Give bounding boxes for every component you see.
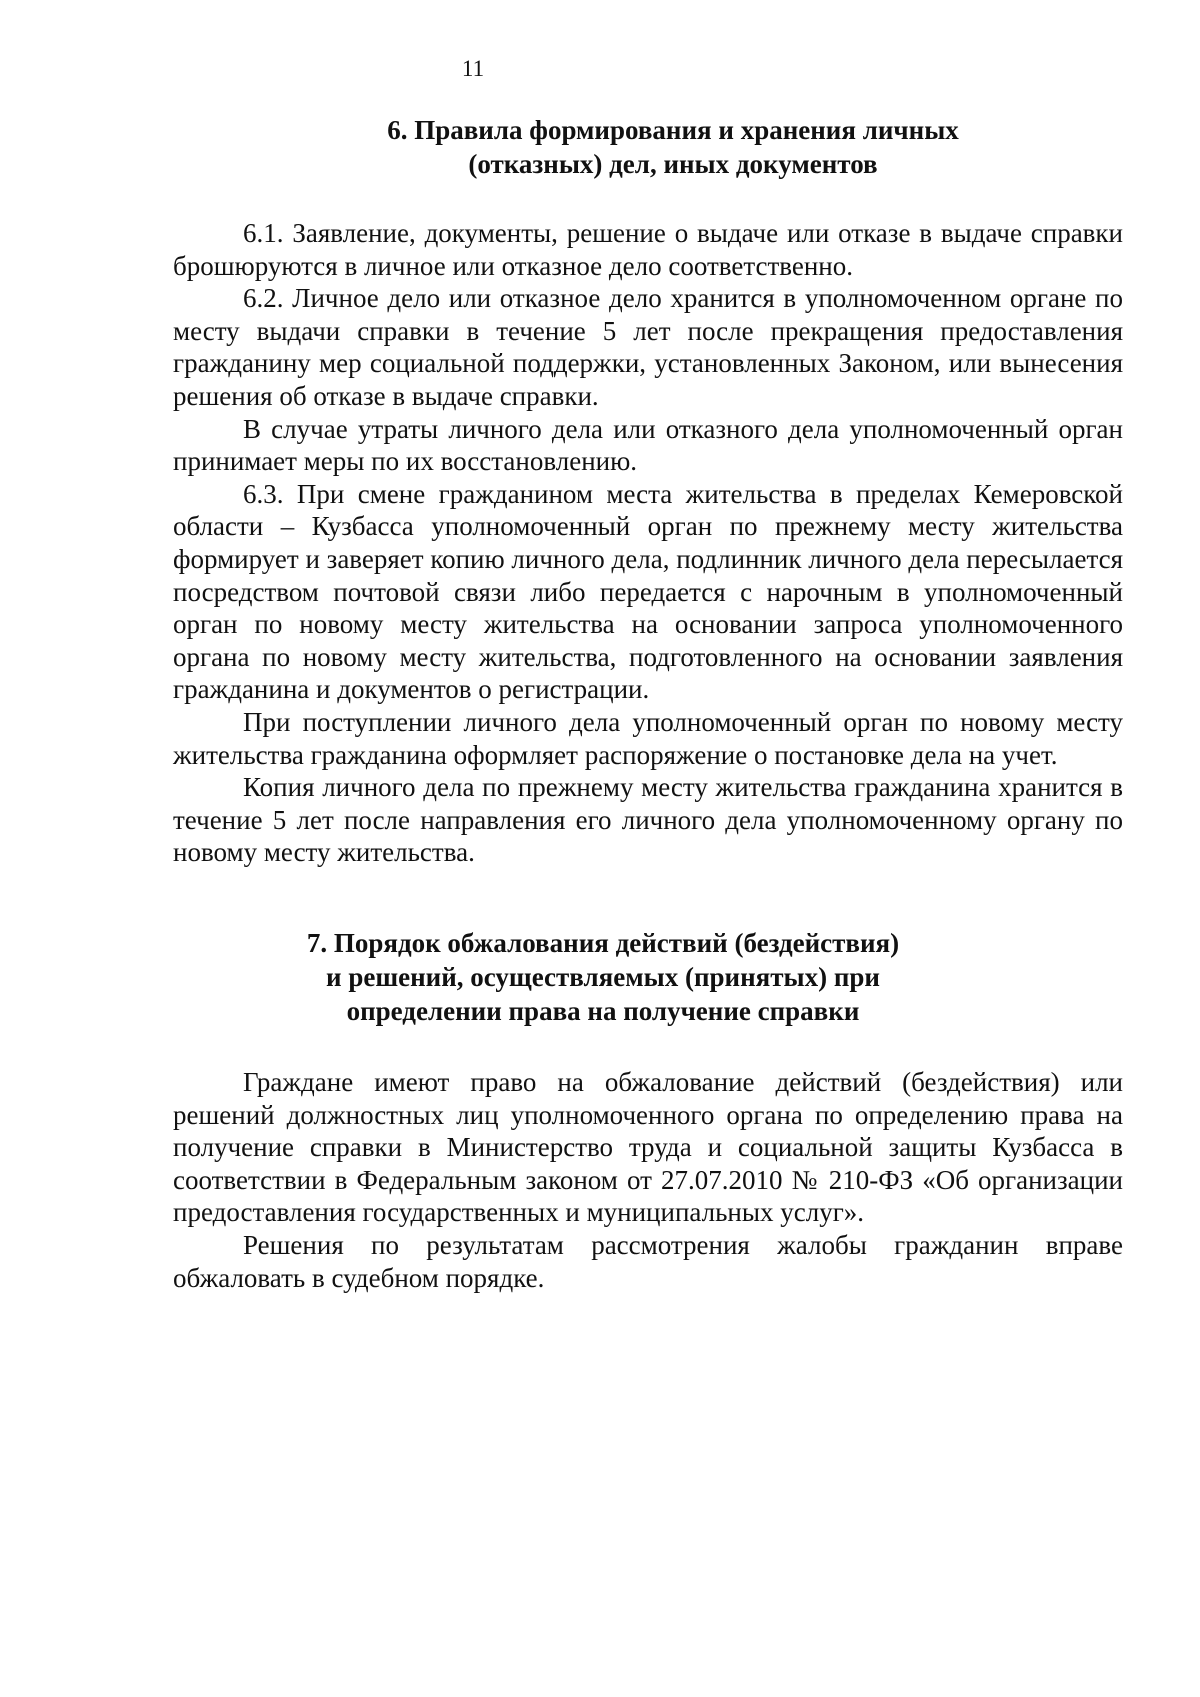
paragraph-7-appeal: Граждане имеют право на обжалование действий (бездействия) или решений должностных лиц уполномоченного органа по определению права на получение справки в Министерство труда и социальной защиты Кузбасса в соответствии в Федеральным законом от 27.07.2010 № 210-ФЗ «Об организации предоставления государственных и муниципальных услуг». [173, 1067, 1123, 1228]
paragraph-6-1: 6.1. Заявление, документы, решение о выдаче или отказе в выдаче справки брошюруются в личное или отказное дело соответственно. [173, 218, 1123, 281]
document-page [173, 0, 1123, 1697]
section-6 [173, 113, 1123, 869]
paragraph-7-court: Решения по результатам рассмотрения жалобы гражданин вправе обжаловать в судебном порядке. [173, 1229, 1123, 1293]
paragraph-6-3-copy: Копия личного дела по прежнему месту жительства гражданина хранится в течение 5 лет после направления его личного дела уполномоченному органу по новому месту жительства. [173, 772, 1123, 868]
paragraph-6-2: 6.2. Личное дело или отказное дело хранится в уполномоченном органе по месту выдачи справки в течение 5 лет после прекращения предоставления гражданину мер социальной поддержки, установленных Законом, или вынесения решения об отказе в выдаче справки. [173, 283, 1123, 411]
section-6-body [173, 217, 1123, 869]
section-6-heading-line-1: 6. Правила формирования и хранения личных [387, 115, 959, 145]
paragraph-6-2-loss: В случае утраты личного дела или отказного дела уполномоченный орган принимает меры по их восстановлению. [173, 413, 1123, 477]
paragraph-6-3: 6.3. При смене гражданином места жительства в пределах Кемеровской области – Кузбасса уполномоченный орган по прежнему месту жительства формирует и заверяет копию личного дела, подлинник личного дела пересылается посредством почтовой связи либо передается с нарочным в уполномоченный орган по новому месту жительства на основании запроса уполномоченного органа по новому месту жительства, подготовленного на основании заявления гражданина и документов о регистрации. [173, 478, 1123, 705]
section-6-heading [173, 113, 973, 181]
section-7-body [173, 1066, 1123, 1294]
paragraph-6-3-receipt: При поступлении личного дела уполномоченный орган по новому месту жительства гражданина оформляет распоряжение о постановке дела на учет. [173, 706, 1123, 770]
section-7-heading [203, 926, 1003, 1028]
section-7-heading-line-1: 7. Порядок обжалования действий (бездействия) [306, 928, 900, 958]
section-6-heading-line-2: (отказных) дел, иных документов [468, 149, 878, 179]
section-7 [173, 926, 1123, 1294]
page-number: 11 [461, 56, 485, 81]
section-7-heading-line-2: и решений, осуществляемых (принятых) при [326, 962, 880, 992]
section-7-heading-line-3: определении права на получение справки [346, 996, 860, 1026]
